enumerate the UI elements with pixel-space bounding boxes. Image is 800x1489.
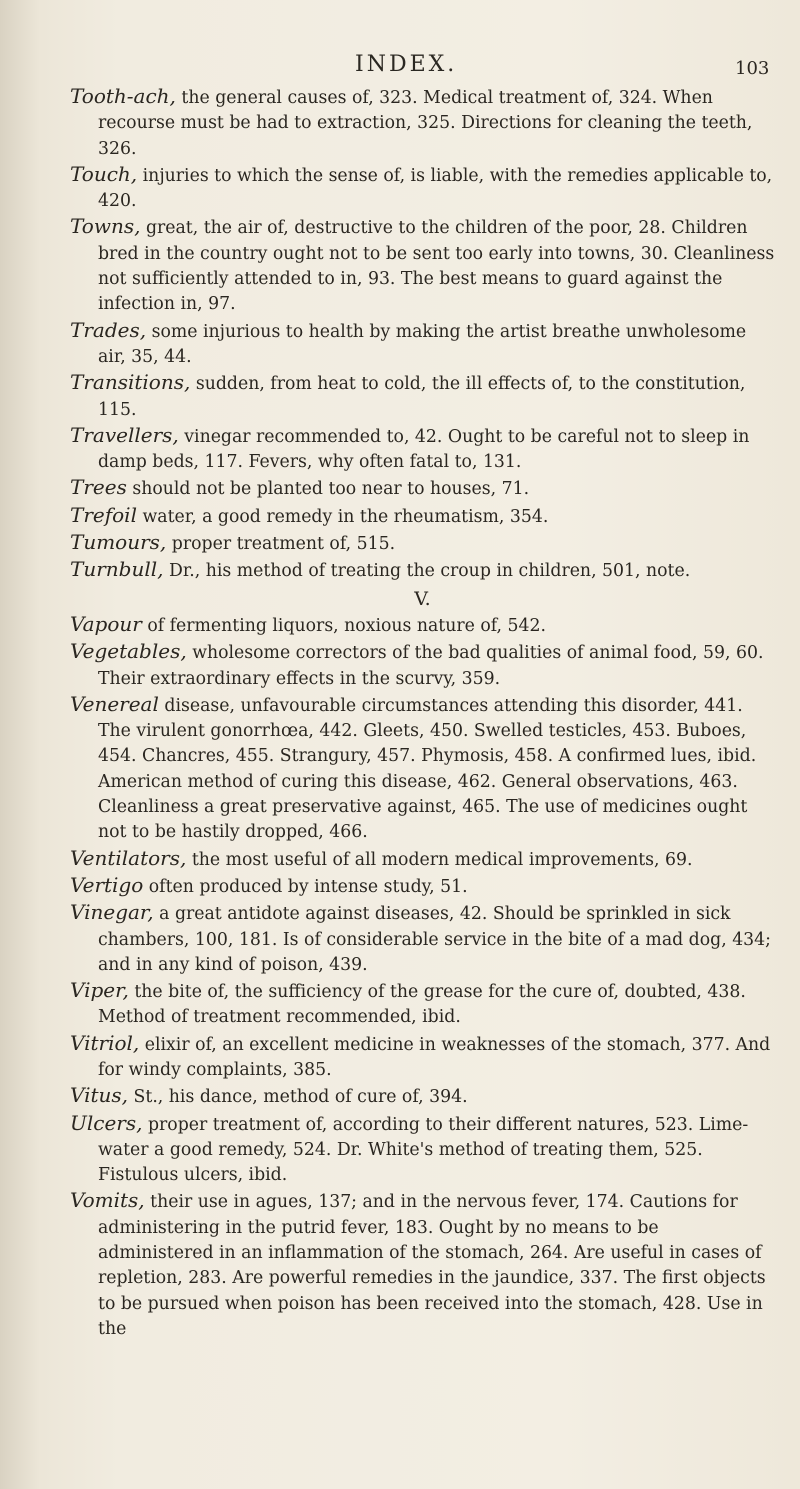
- entry-text: the most useful of all modern medical improvements, 69.: [191, 849, 693, 870]
- index-body: [70, 84, 775, 1342]
- entry-heading: Venereal: [70, 691, 159, 716]
- entry-text: sudden, from heat to cold, the ill effects of, to the constitution, 115.: [98, 374, 746, 420]
- index-entry: [70, 873, 775, 900]
- index-entry: [70, 692, 775, 846]
- entry-text: elixir of, an excellent medicine in weaknesses of the stomach, 377. And for windy complaints, 385.: [98, 1034, 771, 1080]
- entry-heading: Trees: [70, 475, 127, 500]
- entry-heading: Trefoil: [70, 502, 137, 527]
- entry-heading: Transitions,: [70, 370, 191, 395]
- index-entry: [70, 503, 775, 530]
- entry-heading: Ulcers,: [70, 1110, 143, 1135]
- index-entry: [70, 1031, 775, 1084]
- index-entry: [70, 1083, 775, 1110]
- index-entry: [70, 475, 775, 502]
- index-entry: [70, 978, 775, 1031]
- entry-heading: Tooth-ach,: [70, 84, 176, 108]
- entry-text: St., his dance, method of cure of, 394.: [133, 1087, 468, 1108]
- entry-text: a great antidote against diseases, 42. Should be sprinkled in sick chambers, 100, 181. Is of considerable service in the bite of a mad dog, 434; and in any kind of poison, 439.: [98, 904, 771, 975]
- entry-text: should not be planted too near to houses, 71.: [132, 479, 530, 500]
- entry-heading: Vapour: [70, 611, 142, 636]
- entry-text: their use in agues, 137; and in the nervous fever, 174. Cautions for administering in the putrid fever, 183. Ought by no means to be administered in an inflammation of the stomach, 264. Are useful in cases of repletion, 283. Are powerful remedies in the jaundice, 337. The first objects to be pursued when poison has been received into the stomach, 428. Use in the: [98, 1192, 766, 1339]
- entry-text: often produced by intense study, 51.: [148, 876, 468, 897]
- index-entry: [70, 423, 775, 476]
- page-header: [0, 48, 800, 88]
- entry-text: proper treatment of, 515.: [171, 534, 396, 555]
- index-entry: [70, 370, 775, 423]
- entry-text: vinegar recommended to, 42. Ought to be careful not to sleep in damp beds, 117. Fevers, why often fatal to, 131.: [98, 426, 750, 473]
- entry-heading: Turnbull,: [70, 557, 164, 582]
- index-entry: [70, 162, 775, 215]
- entry-heading: Vomits,: [70, 1188, 145, 1213]
- entry-text: the general causes of, 323. Medical treatment of, 324. When recourse must be had to extraction, 325. Directions for cleaning the teeth, 326.: [98, 88, 753, 159]
- index-entry: [70, 639, 775, 692]
- entry-text: disease, unfavourable circumstances attending this disorder, 441. The virulent gonorrhœa, 442. Gleets, 450. Swelled testicles, 453. Buboes, 454. Chancres, 455. Strangury, 457. Phymosis, 458. A confirmed lues, ibid. American method of curing this disease, 462. General observations, 463. Cleanliness a great preservative against, 465. The use of medicines ought not to be hastily dropped, 466.: [98, 695, 757, 843]
- index-entry: [70, 1111, 775, 1189]
- running-head: INDEX.: [355, 52, 458, 77]
- entry-heading: Travellers,: [70, 422, 179, 447]
- entry-text: proper treatment of, according to their different natures, 523. Lime-water a good remedy, 524. Dr. White's method of treating them, 525. Fistulous ulcers, ibid.: [98, 1114, 749, 1186]
- entry-text: of fermenting liquors, noxious nature of, 542.: [147, 615, 547, 636]
- entry-text: the bite of, the sufficiency of the grease for the cure of, doubted, 438. Method of treatment recommended, ibid.: [98, 982, 746, 1028]
- index-entry: [70, 84, 775, 162]
- entry-heading: Trades,: [70, 317, 147, 342]
- entry-text: great, the air of, destructive to the children of the poor, 28. Children bred in the country ought not to be sent too early into towns, 30. Cleanliness not sufficiently attended to in, 93. The best means to guard against the infection in, 97.: [98, 218, 775, 315]
- index-entry: [70, 214, 775, 317]
- entry-heading: Touch,: [70, 161, 138, 186]
- entry-heading: Vitus,: [70, 1083, 129, 1108]
- entry-text: injuries to which the sense of, is liable, with the remedies applicable to, 420.: [98, 165, 773, 212]
- entry-heading: Vegetables,: [70, 639, 187, 664]
- index-entry: [70, 557, 775, 584]
- index-entry: [70, 1188, 775, 1342]
- entry-text: Dr., his method of treating the croup in children, 501, note.: [169, 561, 691, 582]
- entry-heading: Tumours,: [70, 530, 167, 555]
- index-entry: [70, 612, 775, 639]
- page-number: 103: [735, 58, 770, 79]
- entry-text: some injurious to health by making the artist breathe unwholesome air, 35, 44.: [98, 321, 747, 367]
- entry-text: water, a good remedy in the rheumatism, 354.: [142, 506, 549, 527]
- index-entry: [70, 318, 775, 371]
- entry-heading: Ventilators,: [70, 845, 187, 870]
- entry-heading: Vinegar,: [70, 900, 154, 925]
- entry-heading: Vitriol,: [70, 1030, 140, 1055]
- entry-heading: Towns,: [70, 214, 141, 239]
- index-entry: [70, 530, 775, 557]
- index-entry: [70, 900, 775, 978]
- entry-heading: Viper,: [70, 978, 129, 1003]
- section-letter: V.: [414, 587, 431, 610]
- index-entry: [70, 846, 775, 873]
- entry-heading: Vertigo: [70, 872, 144, 897]
- entry-text: wholesome correctors of the bad qualities of animal food, 59, 60. Their extraordinary effects in the scurvy, 359.: [98, 643, 764, 689]
